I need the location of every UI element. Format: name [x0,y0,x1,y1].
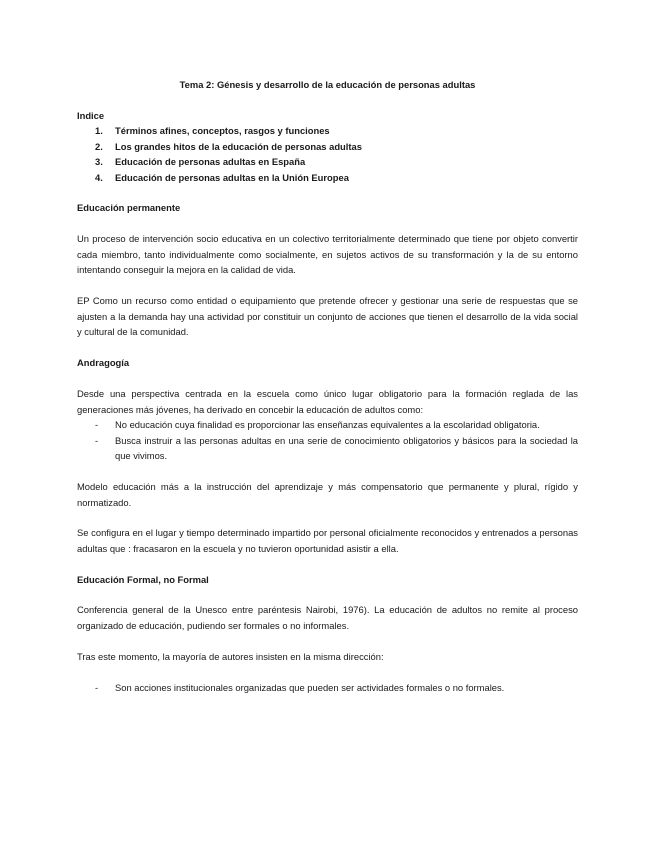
section-heading-andragogia: Andragogía [77,357,130,368]
bullet-list [95,680,578,696]
paragraph: Un proceso de intervención socio educativa en un colectivo territorialmente determinado que tiene por objeto convertir cada miembro, tanto individualmente como socialmente, en sujetos activos de su transformación y la de su entorno intentando conseguir la mejora en la calidad de vida. [77,233,578,276]
section-heading-educacion-formal: Educación Formal, no Formal [77,574,209,585]
list-item: - No educación cuya finalidad es proporcionar las enseñanzas equivalentes a la escolaridad obligatoria. [95,419,540,430]
list-item: - Son acciones institucionales organizadas que pueden ser actividades formales o no formales. [95,682,505,693]
index-item: 2. Los grandes hitos de la educación de personas adultas [95,140,362,152]
index-list [95,123,362,185]
index-heading: Indice [77,110,105,121]
document-title: Tema 2: Génesis y desarrollo de la educación de personas adultas [179,79,476,90]
list-item: - Busca instruir a las personas adultas en una serie de conocimiento obligatorios y básicos para la sociedad la que vivimos. [95,434,578,462]
paragraph: Modelo educación más a la instrucción del aprendizaje y más compensatorio que permanente y plural, rígido y normatizado. [77,481,578,508]
section-heading-educacion-permanente: Educación permanente [77,202,181,213]
bullet-list [95,417,578,464]
paragraph: EP Como un recurso como entidad o equipamiento que pretende ofrecer y gestionar una serie de respuestas que se ajusten a la demanda hay una actividad por constituir un conjunto de acciones que tienen el desarrollo de la vida social y cultural de la comunidad. [77,295,578,338]
index-item: 1. Términos afines, conceptos, rasgos y funciones [95,125,330,136]
index-item: 3. Educación de personas adultas en España [95,156,306,168]
paragraph: Conferencia general de la Unesco entre paréntesis Nairobi, 1976). La educación de adultos no remite al proceso organizado de educación, pudiendo ser formales o no informales. [77,604,578,631]
paragraph: Tras este momento, la mayoría de autores insisten en la misma dirección: [77,651,384,662]
paragraph: Desde una perspectiva centrada en la escuela como único lugar obligatorio para la formación reglada de las generaciones más jóvenes, ha derivado en concebir la educación de adultos como: [77,388,578,415]
paragraph: Se configura en el lugar y tiempo determinado impartido por personal oficialmente reconocidos y entrenados a personas adultas que : fracasaron en la escuela y no tuvieron oportunidad asistir a ella. [77,527,578,554]
index-item: 4. Educación de personas adultas en la Unión Europea [95,171,349,183]
